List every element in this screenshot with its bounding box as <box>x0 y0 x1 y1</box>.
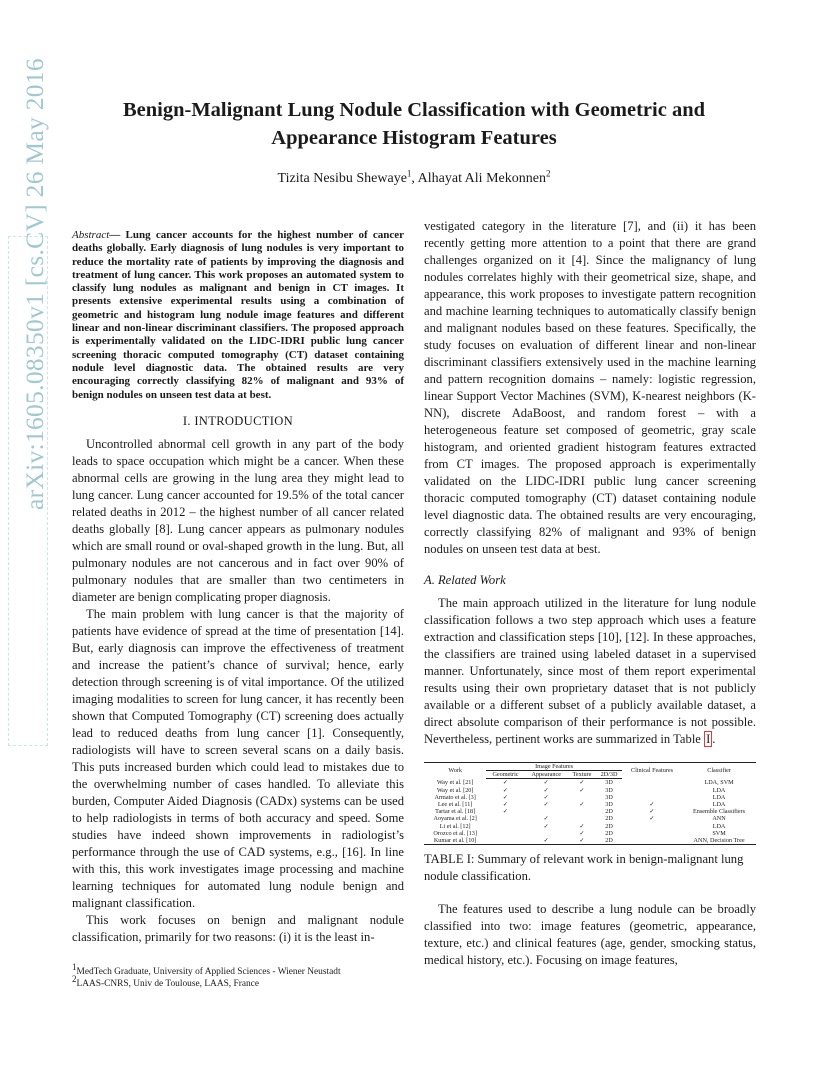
table-row <box>424 837 756 845</box>
table-cell <box>568 794 596 801</box>
table-cell: ✓ <box>649 815 655 823</box>
table-row <box>424 779 756 787</box>
intro-paragraph-3: This work focuses on benign and malignant nodule classification, primarily for two reasons: (i) it is the least in- <box>72 912 404 944</box>
table-cell: ✓ <box>543 786 549 794</box>
table-subheader: Texture <box>568 771 596 779</box>
table-cell <box>568 808 596 815</box>
table-cell <box>622 794 682 801</box>
table-cell <box>486 837 524 845</box>
table-row <box>424 787 756 794</box>
table-cell: ANN, Decision Tree <box>682 837 756 845</box>
abstract <box>72 229 404 402</box>
table-cell: LDA <box>712 786 726 794</box>
table-cell: Li et al. [12] <box>439 822 471 830</box>
table-cell: LDA <box>712 822 726 830</box>
table-row <box>424 815 756 822</box>
table-cell: 2D <box>605 815 613 823</box>
paper-title <box>60 96 768 152</box>
table-cell: ✓ <box>579 786 585 794</box>
arxiv-identifier: arXiv:1605.08350v1 [cs.CV] 26 May 2016 <box>20 58 49 510</box>
table-cell: ✓ <box>568 837 596 845</box>
table-cell: ✓ <box>502 793 509 801</box>
table-cell <box>622 787 682 794</box>
table-cell <box>486 830 524 837</box>
table-row <box>424 830 756 837</box>
table-cell: ✓ <box>579 822 585 830</box>
footnote-mark: 2 <box>72 974 77 985</box>
intro-paragraph-2: The main problem with lung cancer is that the majority of patients have evidence of spread at the time of presentation [14]. But, early diagnosis can improve the effectiveness of treatment and increase the patient’s chance of survival; hence, early detection through screening is of vital importance. Of the utilized imaging modalities to screen for lung cancer, it has recently been shown that Computed Tomography (CT) screening does actually lead to reduced deaths from lung cancer [1]. Consequently, radiologists will have to screen several scans on a daily basis. This puts increased burden which could lead to mistakes due to the overwhelming number of cases handled. To alleviate this burden, Computer Aided Diagnosis (CADx) systems can be used to help radiologists in terms of both accuracy and speed. Some studies have indeed shown improvements in radiologist’s performance through the use of CAD systems, e.g., [16]. In line with this, this work investigates image processing and machine learning techniques for automated lung nodule benign and malignant classification. <box>72 606 404 910</box>
table-subheader: Appearance <box>525 771 568 779</box>
table-cell: ✓ <box>502 808 509 816</box>
abstract-text: — Lung cancer accounts for the highest number of cancer deaths globally. Early diagnosis of lung nodules is very important to reduce the mortality rate of patients by improving the diagnosis and treatment of lung cancer. This work proposes an automated system to classify lung nodules as malignant and benign in CT images. It presents extensive experimental results using a combination of geometric and histogram lung nodule image features and different linear and non-linear discriminant classifiers. The proposed approach is experimentally validated on the LIDC-IDRI public lung cancer screening thoracic computed tomography (CT) dataset containing nodule level diagnostic data. The obtained results are very encouraging correctly classifying 82% of malignant and 93% of benign nodules on unseen test data at best. <box>72 229 404 401</box>
intro-paragraph-1: Uncontrolled abnormal cell growth in any part of the body leads to space occupation which might be a cancer. When these abnormal cells are growing in the lung area they might lead to lung cancer. Lung cancer accounted for 19.5% of the total cancer related deaths in 2012 – the highest number of all cancer related deaths globally [8]. Lung cancer appears as pulmonary nodules which are small round or oval-shaped growth in the lung. But, all pulmonary nodules are not cancerous and in fact over 90% of pulmonary nodules that are smaller than two centimeters in diameter are benign complicating proper diagnosis. <box>72 436 404 604</box>
table-cell: ✓ <box>543 793 549 801</box>
table-header-classifier: Classifier <box>707 767 731 775</box>
subsection-heading-related-work: A. Related Work <box>424 573 506 587</box>
table-cell: ANN <box>712 815 726 823</box>
table-cell: Tartar et al. [18] <box>435 808 476 816</box>
table-cell: 2D <box>596 837 622 845</box>
table-cell: ✓ <box>525 837 568 845</box>
table-header-image-features: Image Features <box>486 763 622 771</box>
table-cell <box>622 830 682 837</box>
author-1: Tizita Nesibu Shewaye <box>277 171 407 186</box>
table-cell: 3D <box>605 786 613 794</box>
author-line <box>60 168 768 187</box>
intro-continuation: vestigated category in the literature [7], and (ii) it has been recently getting more attention to a point that there are grand challenges organized on it [4]. Since the malignancy of lung nodules correlates highly with their geometrical size, shape, and appearance, this work proposes to investigate pattern recognition and machine learning techniques to automatically classify benign and malignant nodules based on these features. Specifically, the study focuses on evaluation of different linear and non-linear discriminant classifiers extensively used in the machine learning and pattern recognition domains – namely: logistic regression, linear Support Vector Machines (SVM), K-nearest neighbors (K-NN), discrete AdaBoost, and random forest – with a heterogeneous feature set composed of geometric, gray scale histogram, and oriented gradient histogram features extracted from CT images. The proposed approach is experimentally validated on the LIDC-IDRI public lung cancer screening thoracic computed tomography (CT) dataset containing nodule level diagnostic data. The obtained results are very encouraging, correctly classifying 82% of malignant and 93% of benign nodules on unseen test data at best. <box>424 219 756 556</box>
table-cell <box>622 779 682 787</box>
table-cell: 2D <box>605 829 613 837</box>
footnote-2 <box>72 974 404 990</box>
table-reference-link[interactable]: I <box>706 732 711 746</box>
table-cell <box>622 823 682 830</box>
right-column <box>424 218 756 969</box>
table-cell <box>622 837 682 845</box>
footnote-text: LAAS-CNRS, Univ de Toulouse, LAAS, France <box>76 979 259 990</box>
table-cell: 2D <box>605 808 613 816</box>
table-cell: ✓ <box>543 822 549 830</box>
table-cell: ✓ <box>502 786 509 794</box>
table-subheader: 2D/3D <box>596 771 622 779</box>
table-cell: ✓ <box>543 779 549 787</box>
table-cell <box>486 823 524 830</box>
table-cell: Aoyama et al. [2] <box>433 815 477 823</box>
table-caption: TABLE I: Summary of relevant work in benign-malignant lung nodule classification. <box>424 852 744 884</box>
related-work-end: . <box>712 732 716 746</box>
table-cell <box>486 815 524 822</box>
table-row <box>424 823 756 830</box>
table-row <box>424 808 756 815</box>
table-cell: ✓ <box>579 829 585 837</box>
table-cell: LDA <box>712 801 726 809</box>
related-work-text: The main approach utilized in the literature for lung nodule classification follows a two step approach which uses a feature extraction and classification steps [10], [12]. In these approaches, the classifiers are trained using labeled dataset in a supervised manner. Unfortunately, since most of them report experimental results using their own proprietary dataset that is not publicly available or a different subset of a publicly available dataset, a direct absolute comparison of their performance is not possible. Nevertheless, pertinent works are summarized in Table <box>424 596 756 746</box>
footnote-text: MedTech Graduate, University of Applied Sciences - Wiener Neustadt <box>76 967 341 977</box>
table-cell: 2D <box>605 822 613 830</box>
table-body <box>424 779 756 845</box>
table-cell: Way et al. [20] <box>436 786 474 794</box>
footnote-1 <box>72 961 404 978</box>
title-line-1: Benign-Malignant Lung Nodule Classification with Geometric and <box>122 99 705 121</box>
table-cell <box>568 815 596 822</box>
left-column <box>72 218 404 946</box>
table-subheader: Geometric <box>486 771 524 779</box>
table-cell: LDA, SVM <box>704 779 734 787</box>
table-cell <box>525 808 568 815</box>
features-paragraph: The features used to describe a lung nodule can be broadly classified into two: image features (geometric, appearance, texture, etc.) and clinical features (age, gender, smocking status, medical history, etc.). Focusing on image features, <box>424 902 756 968</box>
related-work-paragraph <box>424 595 756 748</box>
table-cell: Kumar et al. [10] <box>424 837 486 845</box>
table-cell: LDA <box>712 793 726 801</box>
table-cell: ✓ <box>502 801 509 809</box>
table-cell: Way et al. [21] <box>436 779 474 787</box>
table-cell: ✓ <box>543 815 549 823</box>
abstract-label: Abstract <box>72 229 110 241</box>
footnotes <box>72 961 404 991</box>
table-cell <box>525 830 568 837</box>
table-cell: ✓ <box>579 801 585 809</box>
table-cell: Orozco et al. [13] <box>433 829 477 837</box>
table-cell: Lee et al. [11] <box>437 801 473 809</box>
table-header-clinical-features: Clinical Features <box>630 767 674 775</box>
table-cell: 3D <box>605 801 613 809</box>
affiliation-mark-2: 2 <box>545 168 551 179</box>
table-cell: ✓ <box>649 801 655 809</box>
table-row <box>424 794 756 801</box>
author-2: Alhayat Ali Mekonnen <box>417 171 546 186</box>
table-cell: 3D <box>605 793 613 801</box>
table-header-work: Work <box>448 767 462 775</box>
table-cell: ✓ <box>502 779 509 787</box>
table-cell: ✓ <box>579 779 585 787</box>
related-work-table <box>424 762 756 845</box>
table-row <box>424 801 756 808</box>
table-cell: ✓ <box>543 801 549 809</box>
affiliation-mark-1: 1 <box>406 168 412 179</box>
table-cell: Ensemble Classifiers <box>693 808 746 816</box>
title-line-2: Appearance Histogram Features <box>271 127 557 149</box>
table-cell: ✓ <box>649 808 655 816</box>
table-cell: Armato et al. [3] <box>434 793 476 801</box>
table-cell: 3D <box>605 779 613 787</box>
author-separator: , <box>411 171 418 186</box>
table-cell: SVM <box>712 829 726 837</box>
section-heading-introduction: I. INTRODUCTION <box>182 413 294 428</box>
footnote-mark: 1 <box>72 961 77 972</box>
